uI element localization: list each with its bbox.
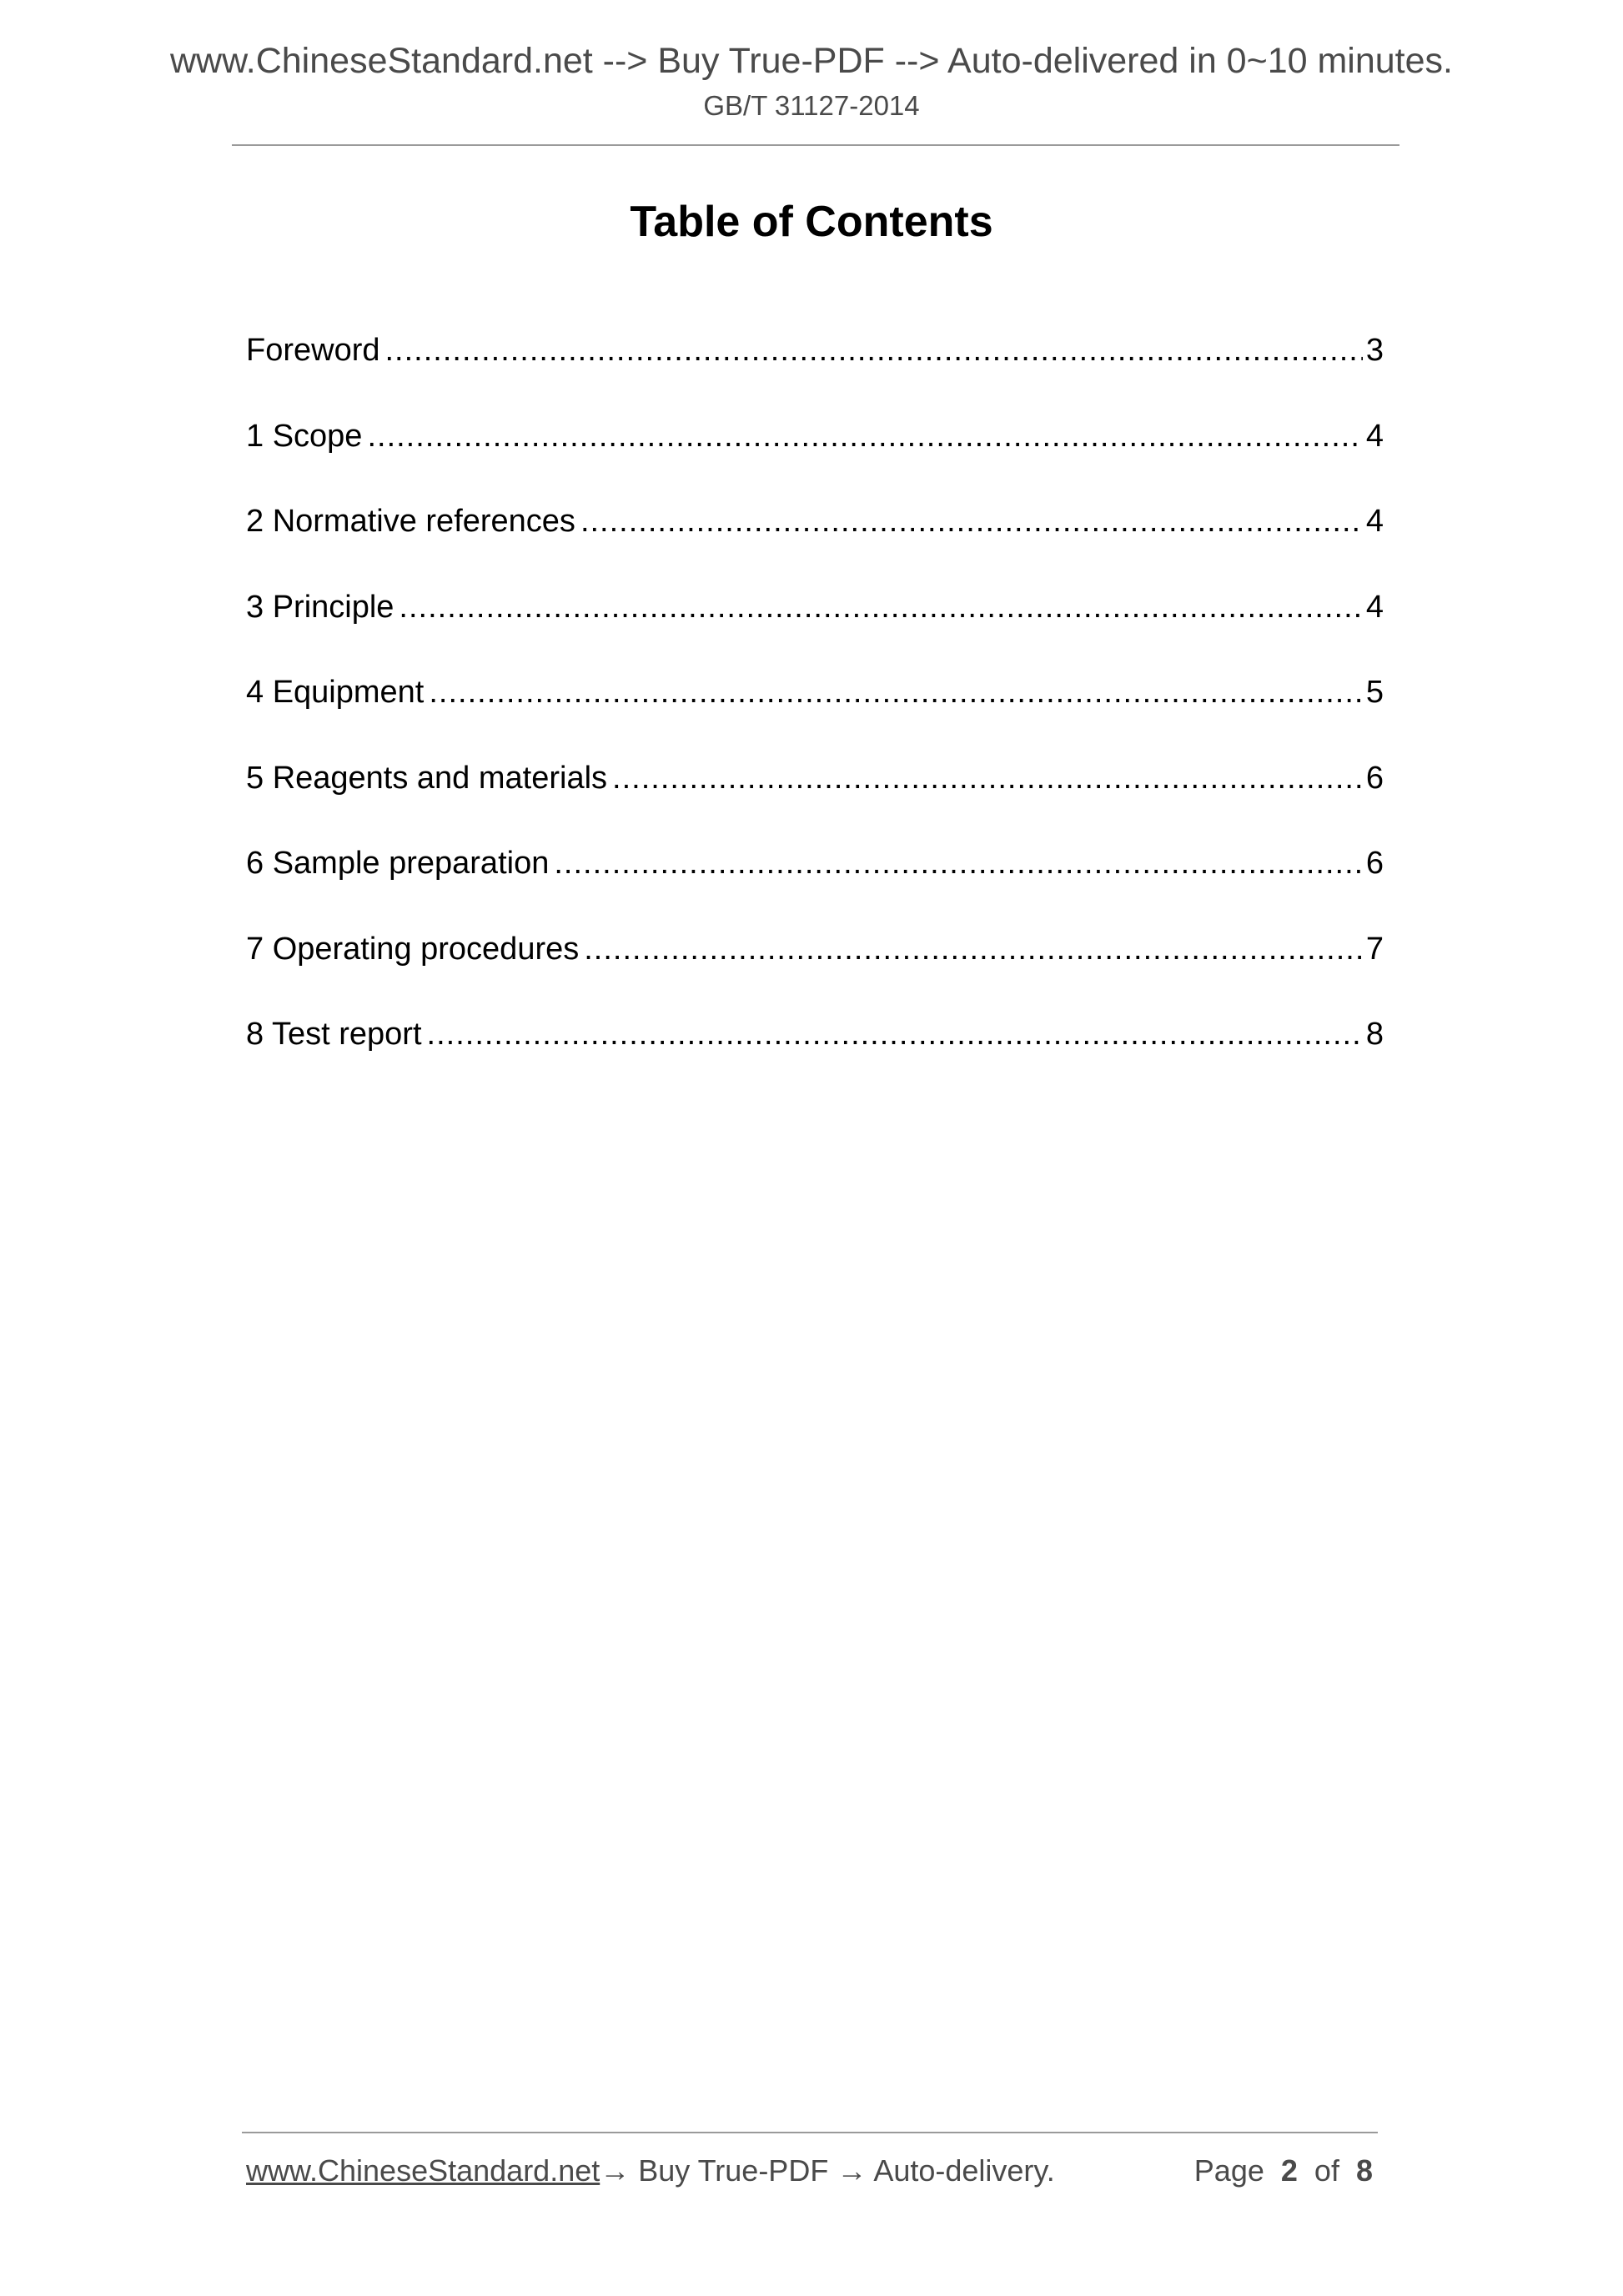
toc-entry-equipment[interactable] [246,674,1384,760]
toc-entry-page: 4 [1365,504,1384,539]
toc-entry-reagents-and-materials[interactable] [246,760,1384,846]
footer-site-link[interactable]: www.ChineseStandard.net [246,2153,600,2188]
toc-entry-label: 3 Principle [246,589,394,625]
toc-entry-label: 5 Reagents and materials [246,760,608,796]
toc-entry-test-report[interactable] [246,1016,1384,1102]
toc-entry-label: 7 Operating procedures [246,931,580,967]
toc-leader-dots [580,503,1363,540]
toc-entry-page: 8 [1365,1017,1384,1052]
toc-entry-page: 6 [1365,760,1384,796]
toc-leader-dots [429,674,1362,711]
toc-entry-label: Foreword [246,333,380,368]
footer-promo [246,2153,1055,2188]
toc-entry-page: 5 [1365,675,1384,710]
toc-leader-dots [385,332,1363,369]
of-label: of [1314,2153,1339,2188]
toc-entry-page: 7 [1365,931,1384,967]
toc-entry-page: 4 [1365,418,1384,454]
header-banner: www.ChineseStandard.net --> Buy True-PDF --> Auto-delivered in 0~10 minutes. [169,41,1453,81]
toc-leader-dots [427,1016,1363,1053]
standard-number: GB/T 31127-2014 [703,90,920,121]
toc-leader-dots [367,418,1362,455]
toc-leader-dots [399,589,1362,625]
toc-entry-label: 8 Test report [246,1017,422,1052]
toc-entry-label: 2 Normative references [246,504,575,539]
toc-entry-foreword[interactable] [246,332,1384,418]
page-indicator [1193,2153,1373,2188]
toc-entry-page: 3 [1365,333,1384,368]
page-total: 8 [1355,2153,1373,2188]
footer-divider [242,2132,1378,2133]
toc-entry-principle[interactable] [246,589,1384,675]
toc-title: Table of Contents [630,198,993,246]
page-current: 2 [1280,2153,1298,2188]
toc-entry-sample-preparation[interactable] [246,845,1384,931]
toc-entry-label: 4 Equipment [246,675,425,710]
toc-leader-dots [584,931,1363,967]
toc-leader-dots [612,760,1363,796]
toc-list [246,332,1384,1102]
toc-entry-normative-references[interactable] [246,503,1384,589]
toc-entry-page: 4 [1365,589,1384,625]
page-label: Page [1193,2153,1264,2188]
toc-entry-page: 6 [1365,846,1384,881]
header-divider [232,144,1399,146]
footer-tagline: → Buy True-PDF → Auto-delivery. [600,2153,1055,2188]
toc-entry-scope[interactable] [246,418,1384,504]
toc-entry-operating-procedures[interactable] [246,931,1384,1017]
toc-leader-dots [554,845,1363,882]
toc-entry-label: 6 Sample preparation [246,846,550,881]
toc-entry-label: 1 Scope [246,418,363,454]
